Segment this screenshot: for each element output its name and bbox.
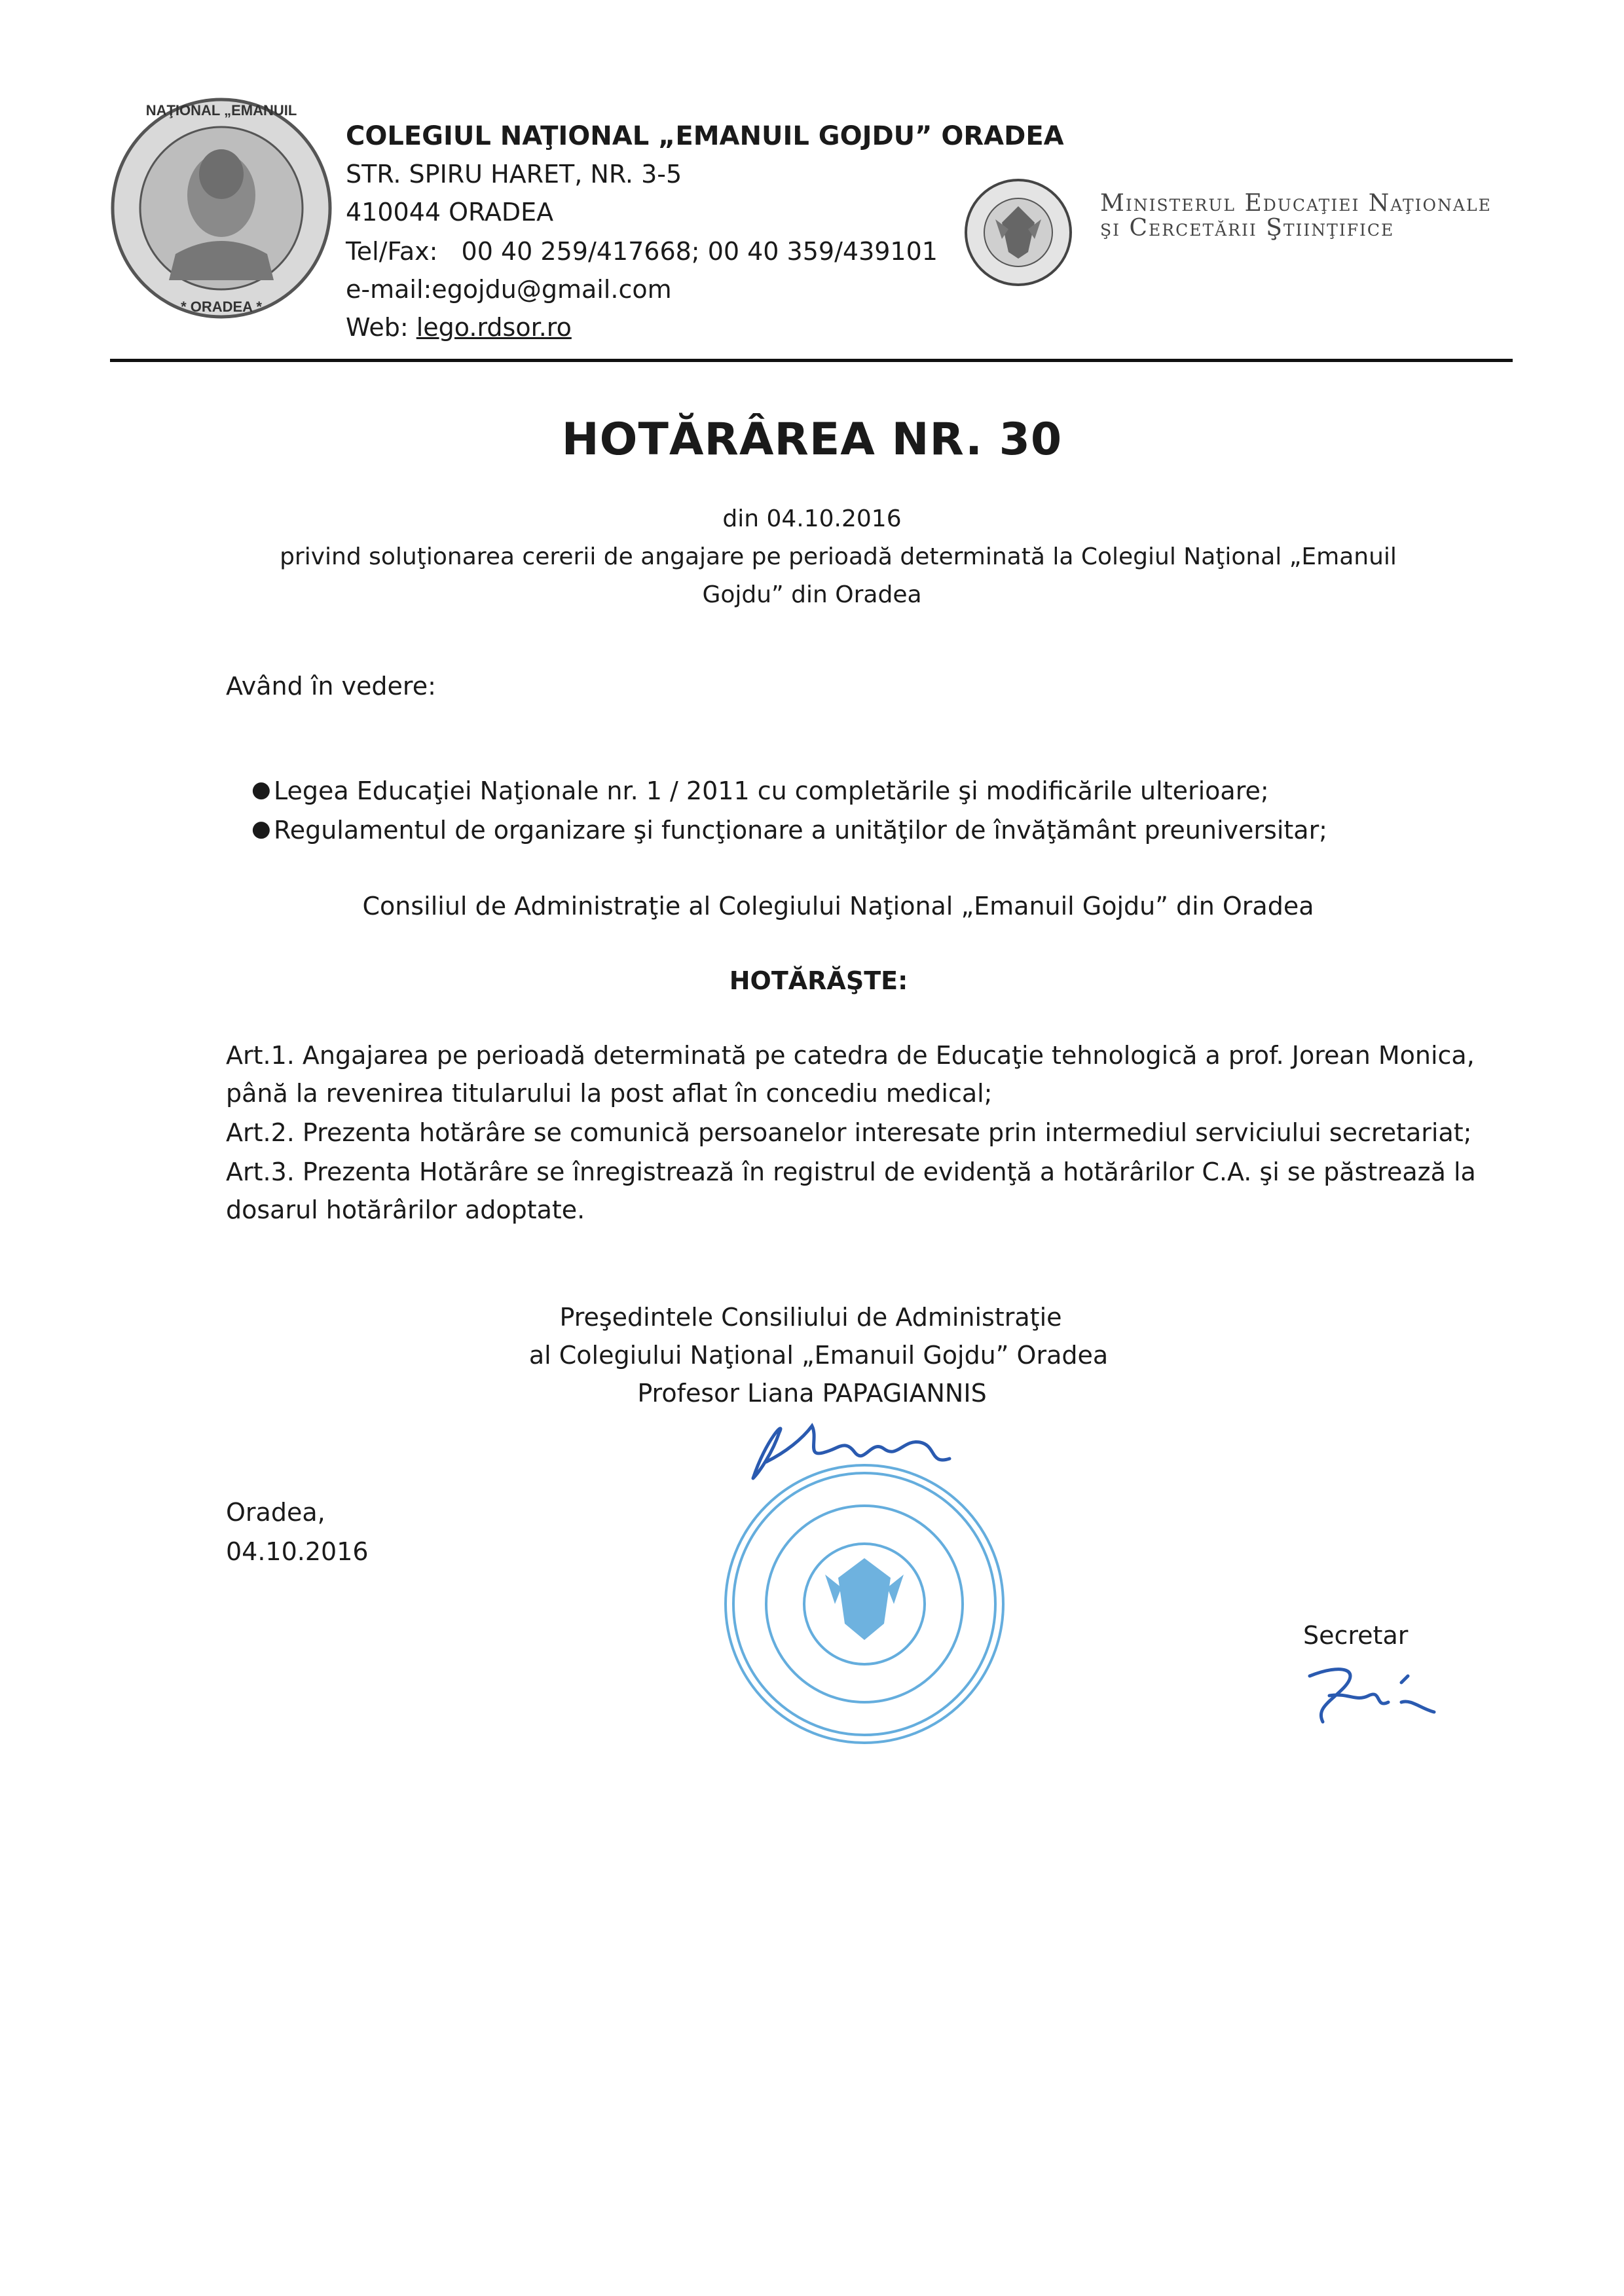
list-item-text: Legea Educaţiei Naţionale nr. 1 / 2011 cu completările şi modificările ulterioare; [274, 776, 1269, 805]
list-item [251, 776, 1269, 805]
school-name: COLEGIUL NAŢIONAL „EMANUIL GOJDU” ORADEA [346, 121, 1064, 151]
ministry-line-2: şi Cercetării Ştiinţifice [1100, 215, 1395, 242]
article-1-line-1: Art.1. Angajarea pe perioadă determinată pe catedra de Educaţie tehnologică a prof. Jorean Monica, [226, 1041, 1475, 1070]
secretary-signature [1303, 1656, 1460, 1735]
school-web [346, 308, 572, 347]
ministry-line-1: Ministerul Educaţiei Naţionale [1100, 190, 1492, 217]
svg-text:* ORADEA *: * ORADEA * [181, 299, 262, 315]
ministry-name [1100, 191, 1492, 241]
list-item [251, 816, 1327, 845]
article-3-line-2: dosarul hotărârilor adoptate. [226, 1195, 585, 1224]
school-street: STR. SPIRU HARET, NR. 3-5 [346, 160, 682, 189]
school-email: e-mail:egojdu@gmail.com [346, 275, 672, 304]
considering-heading: Având în vedere: [226, 672, 436, 701]
president-name: Profesor Liana PAPAGIANNIS [637, 1379, 987, 1408]
council-line: Consiliul de Administraţie al Colegiului Naţional „Emanuil Gojdu” din Oradea [362, 892, 1314, 920]
president-title-line-1: Preşedintele Consiliului de Administraţie [559, 1303, 1062, 1332]
tel-label: Tel/Fax: [346, 237, 438, 266]
place: Oradea, [226, 1498, 325, 1527]
document-date: din 04.10.2016 [722, 505, 902, 532]
president-signature [740, 1413, 976, 1491]
article-3-line-1: Art.3. Prezenta Hotărâre se înregistrează în registrul de evidenţă a hotărârilor C.A. şi se păstrează la [226, 1157, 1476, 1186]
article-2: Art.2. Prezenta hotărâre se comunică persoanelor interesate prin intermediul serviciului secretariat; [226, 1118, 1472, 1147]
bullet-icon: ● [251, 816, 271, 842]
place-date: 04.10.2016 [226, 1537, 369, 1566]
government-emblem-icon [963, 177, 1074, 288]
header-divider [110, 359, 1513, 362]
list-item-text: Regulamentul de organizare şi funcţionare a unităţilor de învăţământ preuniversitar; [274, 816, 1327, 845]
school-city: 410044 ORADEA [346, 198, 554, 227]
document-title: HOTĂRÂREA NR. 30 [561, 414, 1063, 465]
web-label: Web: [346, 313, 416, 342]
article-1-line-2: până la revenirea titularului la post aflat în concediu medical; [226, 1079, 993, 1108]
document-subject-line-1: privind soluţionarea cererii de angajare pe perioadă determinată la Colegiul Naţional „Emanuil [280, 543, 1397, 570]
bullet-icon: ● [251, 776, 271, 803]
school-logo [110, 97, 333, 319]
secretary-label: Secretar [1303, 1621, 1409, 1650]
document-subject-line-2: Gojdu” din Oradea [702, 581, 922, 608]
official-stamp [720, 1460, 1008, 1748]
decides-heading: HOTĂRĂŞTE: [729, 966, 908, 995]
tel-value: 00 40 259/417668; 00 40 359/439101 [461, 237, 938, 266]
school-phone [346, 232, 938, 271]
president-title-line-2: al Colegiului Naţional „Emanuil Gojdu” Oradea [528, 1341, 1109, 1370]
svg-text:NAŢIONAL „EMANUIL: NAŢIONAL „EMANUIL [145, 102, 297, 118]
web-link[interactable]: lego.rdsor.ro [416, 313, 572, 342]
